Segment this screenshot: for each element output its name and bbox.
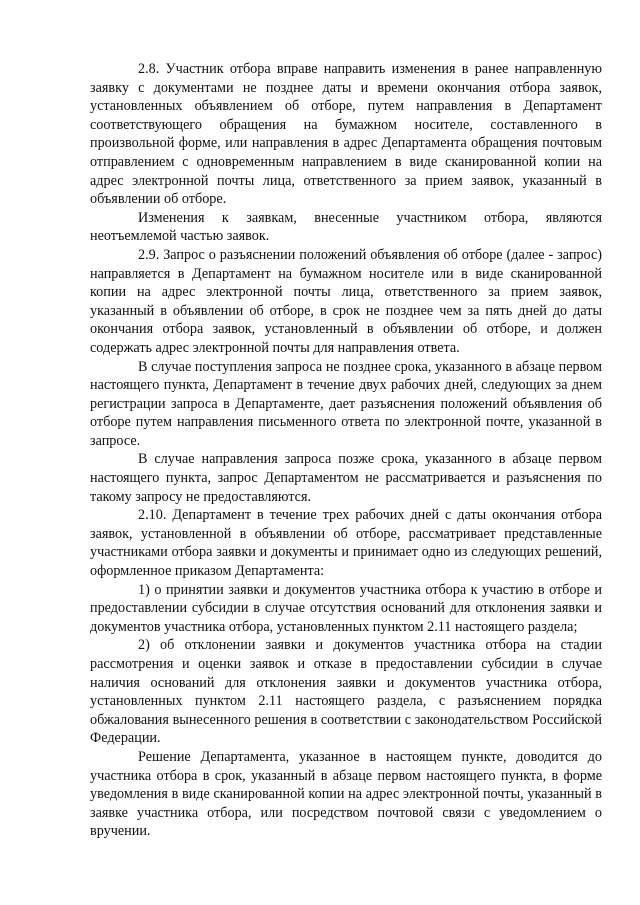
document-body xyxy=(90,60,602,841)
list-item-decision-2: 2) об отклонении заявки и документов участника отбора на стадии рассмотрения и оценки заявок и отказе в предоставлении субсидии в случае наличия оснований для отклонения заявки и документов участника отбора, установленных пунктом 2.11 настоящего раздела, с разъяснением порядка обжалования вынесенного решения в соответствии с законодательством Российской Федерации. xyxy=(90,637,602,747)
paragraph-decision-notice: Решение Департамента, указанное в настоящем пункте, доводится до участника отбора в срок, указанный в абзаце первом настоящего пункта, в форме уведомления в виде сканированной копии на адрес электронной почты, указанный в заявке участника отбора, или посредством почтовой связи с уведомлением о вручении. xyxy=(90,748,602,840)
paragraph-2-8: 2.8. Участник отбора вправе направить изменения в ранее направленную заявку с документами не позднее даты и времени окончания отбора заявок, установленных объявлением об отборе, путем направления в Департамент соответствующего обращения на бумажном носителе, составленного в произвольной форме, или направления в адрес Департамента обращения почтовым отправлением с одновременным направлением в виде сканированной копии на адрес электронной почты лица, ответственного за прием заявок, указанный в объявлении об отборе. xyxy=(90,61,602,208)
paragraph-amendments-note: Изменения к заявкам, внесенные участником отбора, являются неотъемлемой частью заявок. xyxy=(90,209,602,245)
paragraph-request-in-time: В случае поступления запроса не позднее срока, указанного в абзаце первом настоящего пункта, Департамент в течение двух рабочих дней, следующих за днем регистрации запроса в Департаменте, дает разъяснения положений объявления об отборе путем направления письменного ответа по электронной почте, указанной в запросе. xyxy=(90,358,602,449)
list-item-decision-1: 1) о принятии заявки и документов участника отбора к участию в отборе и предоставлении субсидии в случае отсутствия оснований для отклонения заявки и документов участника отбора, установленных пунктом 2.11 настоящего раздела; xyxy=(90,581,602,635)
paragraph-2-10: 2.10. Департамент в течение трех рабочих дней с даты окончания отбора заявок, установленной в объявлении об отборе, рассматривает представленные участниками отбора заявки и документы и принимает одно из следующих решений, оформленное приказом Департамента: xyxy=(90,507,602,580)
paragraph-request-late: В случае направления запроса позже срока, указанного в абзаце первом настоящего пункта, запрос Департаментом не рассматривается и разъяснения по такому запросу не предоставляются. xyxy=(90,451,602,505)
paragraph-2-9: 2.9. Запрос о разъяснении положений объявления об отборе (далее - запрос) направляется в Департамент на бумажном носителе или в виде сканированной копии на адрес электронной почты лица, ответственного за прием заявок, указанный в объявлении об отборе, в срок не позднее чем за пять дней до даты окончания отбора заявок, установленный в объявлении об отборе, и должен содержать адрес электронной почты для направления ответа. xyxy=(90,246,602,356)
